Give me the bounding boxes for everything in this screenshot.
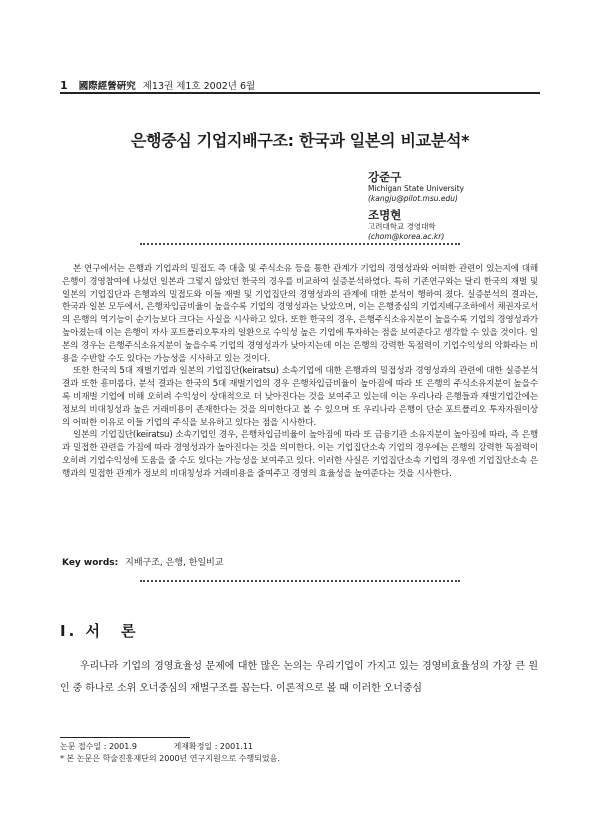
author-affiliation: Michigan State University <box>368 184 465 193</box>
abstract-paragraph: 일본의 기업집단(keiratsu) 소속기업인 경우, 은행차입금비율이 높아짐에 따라 또 금융기관 소유지분이 높아짐에 따라, 즉 은행과 밀접한 관련을 가짐에 따라 경영성과가 높아진다는 것을 의미한다. 이는 기업집단소속 기업의 경우에는 은행의 강력한 독점력이 오히려 기업수익성에 도움을 줄 수도 있다는 가능성을 보여주고 있다. 이러한 사실은 기업집단소속 기업의 경우엔 기업집단소속 은행과의 밀접한 관계가 정보의 비대칭성과 거래비용을 줄여주고 경영의 효율성을 높여준다는 것을 시사한다. <box>62 430 538 479</box>
section-heading: Ⅰ. 서 론 <box>60 622 139 640</box>
author-name: 조명현 <box>368 208 402 222</box>
author-email: (kangju@pilot.msu.edu) <box>368 194 458 203</box>
funding-note: * 본 논문은 학술진흥재단의 2000년 연구지원으로 수행되었음. <box>60 754 280 763</box>
footnote-rule <box>60 737 190 738</box>
accepted-date: 게재확정일 : 2001.11 <box>173 742 254 751</box>
abstract-paragraph: 본 연구에서는 은행과 기업과의 밀접도 즉 대출 및 주식소유 등을 통한 관계가 기업의 경영성과와 어떠한 관련이 있는지에 대해 은행이 경영참여에 나섰던 일본과 그렇지 않았던 한국의 경우를 비교하여 실증분석하였다. 특히 기존연구와는 달리 한국의 재벌 및 일본의 기업집단과 은행과의 밀접도와 이들 재벌 및 기업집단의 경영성과의 관계에 대한 분석이 행하여 졌다. 실증분석의 결과는, 한국과 일본 모두에서, 은행차입금비율이 높을수록 기업의 경영성과는 낮았으며, 이는 은행중심의 기업지배구조하에서 채권자로서의 은행의 역기능이 순기능보다 크다는 사실을 시사하고 있다. 또한 한국의 경우, 은행주식소유지분이 높을수록 기업의 경영성과가 높아졌는데 이는 은행이 자사 포트폴리오투자의 일환으로 수익성 높은 기업에 투자하는 점을 보여준다고 생각할 수 있을 것이다. 일본의 경우는 은행주식소유지분이 높을수록 기업의 경영성과가 낮아지는데 이는 은행의 강력한 독점력이 기업수익성의 악화라는 비용을 수반할 수도 있다는 가능성을 시사하고 있는 것이다. <box>62 264 538 364</box>
author-name: 강준구 <box>368 170 402 184</box>
dotted-divider-bottom <box>140 580 460 582</box>
footnotes <box>60 741 540 765</box>
page-number: 1 <box>60 79 68 92</box>
author-affiliation: 고려대학교 경영대학 <box>368 222 436 231</box>
dotted-divider-top <box>140 243 460 245</box>
footnote-dates <box>60 741 540 753</box>
abstract <box>62 263 538 481</box>
author-email: (chom@korea.ac.kr) <box>368 232 445 241</box>
journal-issue: 제13권 제1호 2002년 6월 <box>142 81 256 92</box>
header-text <box>60 78 255 92</box>
body-text <box>60 656 538 700</box>
keywords-label: Key words: <box>62 558 119 568</box>
header-rule <box>60 92 540 94</box>
received-date: 논문 접수일 : 2001.9 <box>60 742 137 751</box>
journal-name: 國際經營硏究 <box>78 81 136 92</box>
body-paragraph: 우리나라 기업의 경영효율성 문제에 대한 많은 논의는 우리기업이 가지고 있는 경영비효율성의 가장 큰 원인 중 하나로 소위 오너중심의 재벌구조를 꼽는다. 이론적으로 볼 때 이러한 오너중심 <box>60 661 538 694</box>
keywords-text: 지배구조, 은행, 한일비교 <box>125 558 224 568</box>
author-block <box>368 170 548 246</box>
abstract-paragraph: 또한 한국의 5대 재벌기업과 일본의 기업집단(keiratsu) 소속기업에 대한 은행과의 밀접성과 경영성과의 관련에 대한 실증분석결과 또한 흥미롭다. 분석 결과는 한국의 5대 재벌기업의 경우 은행차입금비율이 높아짐에 따라 또 은행의 주식소유지분이 높을수록 비재벌 기업에 비해 오히려 수익성이 상대적으로 더 낮아진다는 것을 보여주고 있는데 이는 우리나라 은행들과 재벌기업간에는 정보의 비대칭성과 높은 거래비용이 존재한다는 것을 의미한다고 볼 수 있으며 또 우리나라 은행이 단순 포트폴리오 투자자원이상의 어떠한 이유로 이들 기업의 주식을 보유하고 있다는 점을 시사한다. <box>62 366 538 428</box>
keywords <box>62 555 224 568</box>
paper-title: 은행중심 기업지배구조: 한국과 일본의 비교분석* <box>130 131 470 150</box>
